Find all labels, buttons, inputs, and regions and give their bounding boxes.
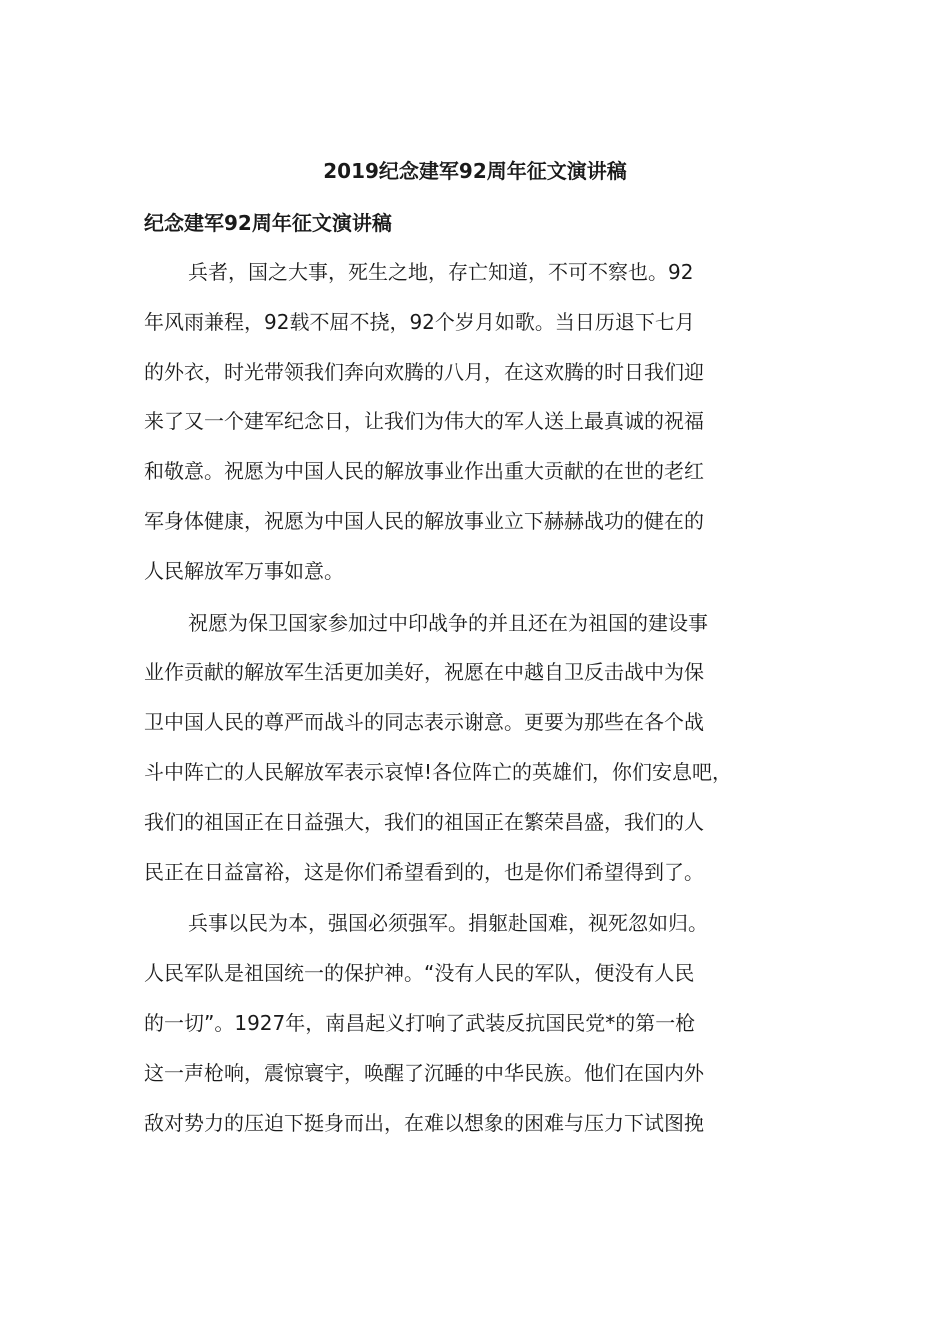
- paragraph-line: 我们的祖国正在日益强大，我们的祖国正在繁荣昌盛，我们的人: [144, 809, 704, 834]
- paragraph-line: 的外衣，时光带领我们奔向欢腾的八月，在这欢腾的时日我们迎: [144, 359, 704, 384]
- paragraph-line: 斗中阵亡的人民解放军表示哀悼!各位阵亡的英雄们，你们安息吧，: [144, 759, 733, 784]
- paragraph-line: 卫中国人民的尊严而战斗的同志表示谢意。更要为那些在各个战: [144, 710, 704, 735]
- paragraph-line: 这一声枪响，震惊寰宇，唤醒了沉睡的中华民族。他们在国内外: [144, 1060, 704, 1085]
- paragraph-line: 军身体健康，祝愿为中国人民的解放事业立下赫赫战功的健在的: [144, 508, 704, 533]
- document-title: 2019纪念建军92周年征文演讲稿: [323, 159, 627, 183]
- paragraph-line: 业作贡献的解放军生活更加美好，祝愿在中越自卫反击战中为保: [144, 660, 704, 685]
- paragraph-line: 来了又一个建军纪念日，让我们为伟大的军人送上最真诚的祝福: [144, 409, 704, 434]
- paragraph-line: 民正在日益富裕，这是你们希望看到的，也是你们希望得到了。: [144, 859, 704, 884]
- document-body: [144, 248, 804, 1150]
- paragraph-line: 年风雨兼程，92载不屈不挠，92个岁月如歌。当日历退下七月: [144, 309, 695, 334]
- paragraph-3: [144, 899, 804, 1148]
- paragraph-line: 祝愿为保卫国家参加过中印战争的并且还在为祖国的建设事: [188, 610, 708, 635]
- paragraph-line: 兵事以民为本，强国必须强军。捐躯赴国难，视死忽如归。: [188, 911, 708, 936]
- paragraph-line: 兵者，国之大事，死生之地，存亡知道，不可不察也。92: [188, 260, 694, 284]
- paragraph-line: 和敬意。祝愿为中国人民的解放事业作出重大贡献的在世的老红: [144, 459, 704, 484]
- document-subtitle: 纪念建军92周年征文演讲稿: [144, 211, 392, 235]
- paragraph-1: [144, 248, 804, 597]
- paragraph-line: 人民军队是祖国统一的保护神。“没有人民的军队，便没有人民: [144, 961, 695, 986]
- paragraph-line: 人民解放军万事如意。: [144, 558, 344, 583]
- paragraph-line: 的一切”。1927年，南昌起义打响了武装反抗国民党*的第一枪: [144, 1010, 696, 1035]
- paragraph-2: [144, 599, 804, 898]
- paragraph-line: 敌对势力的压迫下挺身而出，在难以想象的困难与压力下试图挽: [144, 1110, 704, 1135]
